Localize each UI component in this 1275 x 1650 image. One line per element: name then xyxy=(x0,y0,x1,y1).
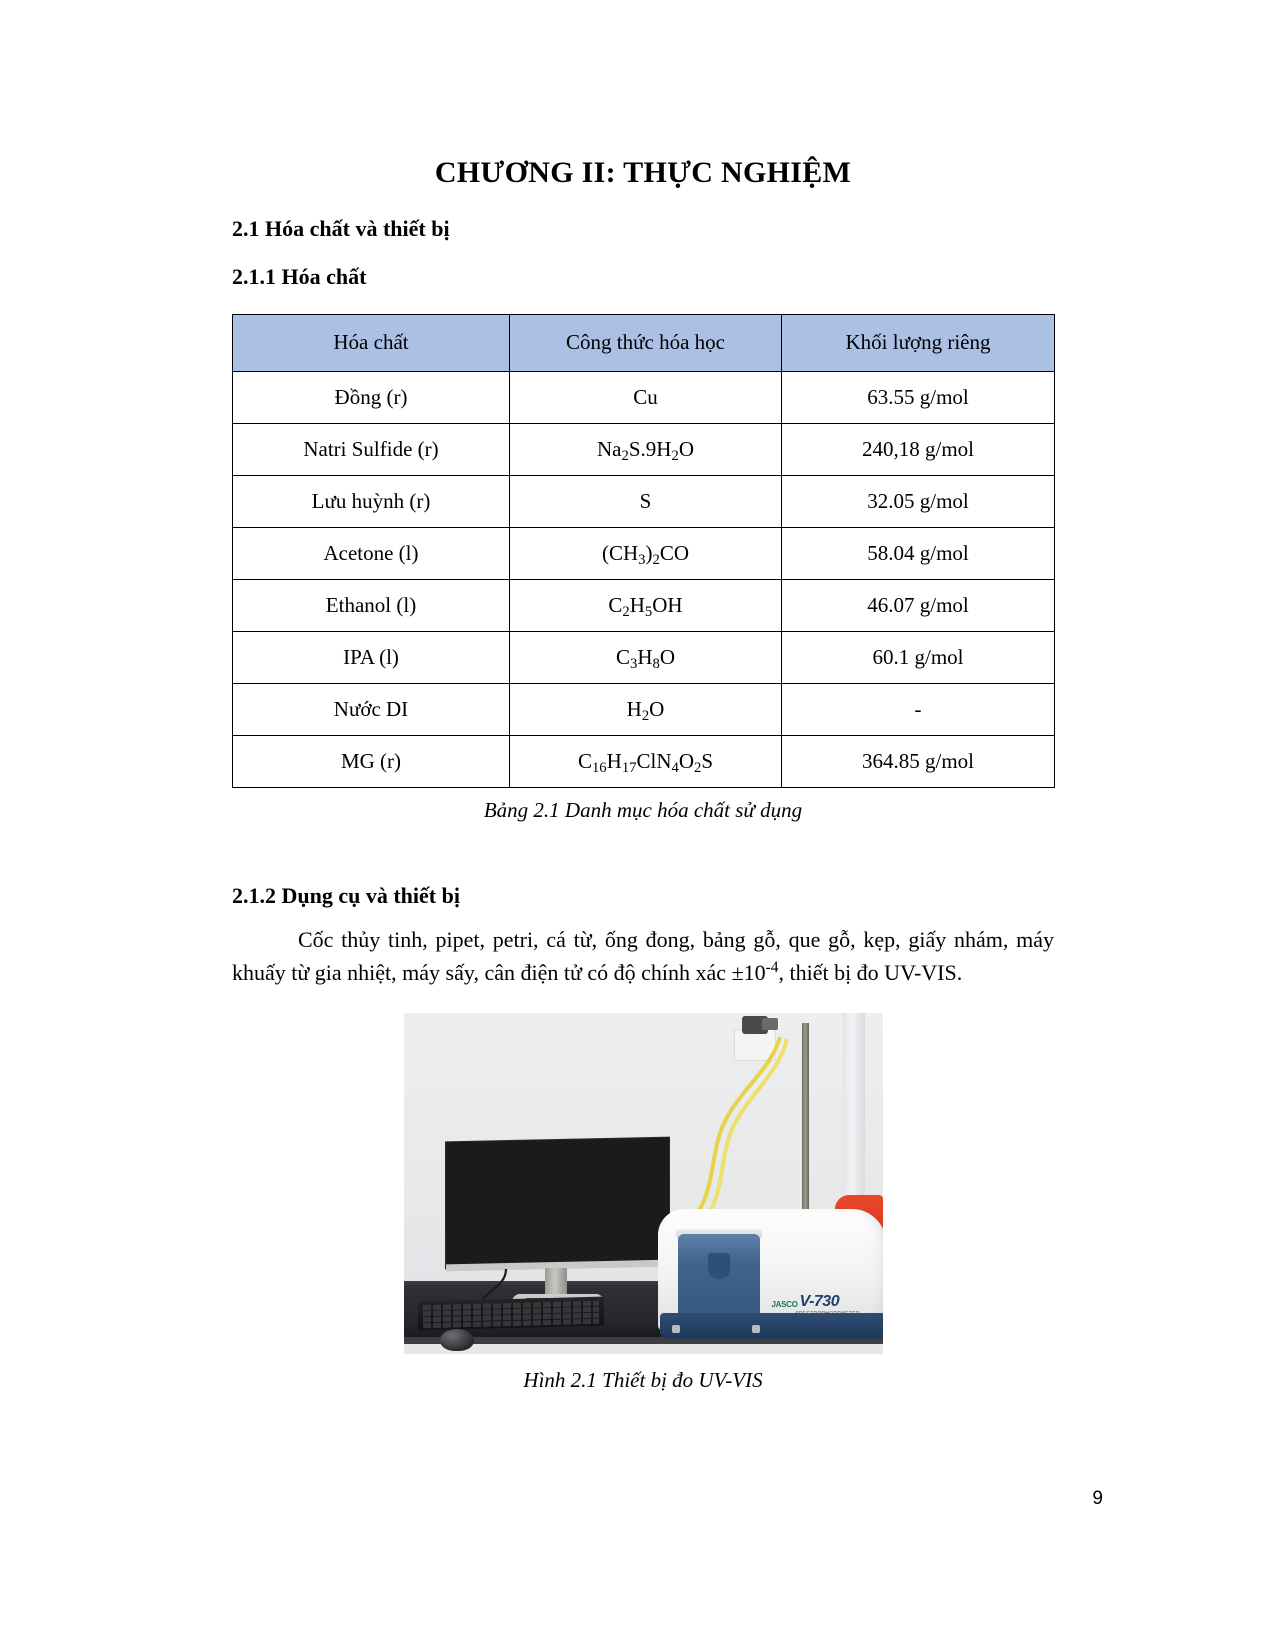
table-body xyxy=(233,371,1055,787)
cell-chemical-formula: $C_2H_5OH$ xyxy=(510,579,782,631)
column-header-name: Hóa chất xyxy=(233,314,510,371)
cell-molar-mass: 46.07 g/mol xyxy=(782,579,1055,631)
cell-chemical-name: Ethanol (l) xyxy=(233,579,510,631)
photo-lid-handle xyxy=(708,1253,730,1279)
table-caption: Bảng 2.1 Danh mục hóa chất sử dụng xyxy=(483,797,803,822)
photo-instrument-foot xyxy=(752,1325,760,1333)
table-row xyxy=(233,423,1055,475)
photo-monitor-screen xyxy=(446,1138,669,1269)
table-row xyxy=(233,735,1055,787)
cell-chemical-name: Lưu huỳnh (r) xyxy=(233,475,510,527)
photo-keyboard xyxy=(418,1297,604,1331)
photo-sample-compartment-lid xyxy=(678,1234,760,1325)
chemicals-table xyxy=(232,314,1055,788)
cell-chemical-formula: $(CH_3)_2CO$ xyxy=(510,527,782,579)
instrument-model-label: V-730 xyxy=(799,1293,840,1311)
cell-chemical-formula: S xyxy=(510,475,782,527)
table-row xyxy=(233,579,1055,631)
heading-2-1: 2.1 Hóa chất và thiết bị xyxy=(232,215,450,241)
cell-chemical-formula: $H_2O$ xyxy=(510,683,782,735)
photo-yellow-cable xyxy=(684,1033,794,1223)
photo-mouse xyxy=(440,1329,474,1351)
heading-2-1-1: 2.1.1 Hóa chất xyxy=(232,264,367,290)
precision-value: ±10 xyxy=(731,960,766,986)
photo-floor xyxy=(404,1344,883,1354)
figure-caption: Hình 2.1 Thiết bị đo UV-VIS xyxy=(523,1368,763,1393)
cell-molar-mass: 60.1 g/mol xyxy=(782,631,1055,683)
equipment-paragraph xyxy=(232,911,1054,990)
cell-chemical-name: MG (r) xyxy=(233,735,510,787)
cell-chemical-name: Nước DI xyxy=(233,683,510,735)
cell-chemical-name: Natri Sulfide (r) xyxy=(233,423,510,475)
cell-chemical-formula: $Na_2S.9H_2O$ xyxy=(510,423,782,475)
page-number: 9 xyxy=(1092,1488,1103,1509)
column-header-mass: Khối lượng riêng xyxy=(782,314,1055,371)
page-title: CHƯƠNG II: THỰC NGHIỆM xyxy=(434,156,852,189)
page-content xyxy=(232,0,1054,1393)
photo-wall-conduit xyxy=(802,1023,809,1218)
photo-wall-panel xyxy=(843,1013,865,1225)
cell-molar-mass: - xyxy=(782,683,1055,735)
table-row xyxy=(233,683,1055,735)
cell-molar-mass: 58.04 g/mol xyxy=(782,527,1055,579)
table-row xyxy=(233,631,1055,683)
heading-2-1-2: 2.1.2 Dụng cụ và thiết bị xyxy=(232,882,460,908)
cell-molar-mass: 32.05 g/mol xyxy=(782,475,1055,527)
cell-molar-mass: 63.55 g/mol xyxy=(782,371,1055,423)
cell-chemical-formula: $C_{16}H_{17}ClN_4O_2S$ xyxy=(510,735,782,787)
cell-molar-mass: 364.85 g/mol xyxy=(782,735,1055,787)
instrument-brand-label: JASCO xyxy=(771,1300,798,1310)
cell-molar-mass: 240,18 g/mol xyxy=(782,423,1055,475)
precision-exponent: -4 xyxy=(765,959,779,977)
figure-container xyxy=(232,989,1054,1354)
cell-chemical-name: Acetone (l) xyxy=(233,527,510,579)
cell-chemical-formula: Cu xyxy=(510,371,782,423)
column-header-formula: Công thức hóa học xyxy=(510,314,782,371)
instrument-type-label: SPECTROPHOTOMETER xyxy=(795,1311,860,1318)
table-row xyxy=(233,475,1055,527)
paragraph-text-part1: Cốc thủy tinh, pipet, petri, cá từ, ống đong, bảng gỗ, que gỗ, kẹp, giấy nhám, máy khuấy từ gia nhiệt, máy sấy, cân điện tử có độ chính xác xyxy=(232,926,1054,986)
cell-chemical-formula: $C_3H_8O$ xyxy=(510,631,782,683)
paragraph-text-part2: , thiết bị đo UV-VIS. xyxy=(778,960,963,986)
table-header-row xyxy=(233,314,1055,371)
uv-vis-photo xyxy=(404,1013,883,1354)
table-row xyxy=(233,371,1055,423)
cell-chemical-name: IPA (l) xyxy=(233,631,510,683)
table-row xyxy=(233,527,1055,579)
photo-plug-secondary xyxy=(762,1018,778,1030)
cell-chemical-name: Đồng (r) xyxy=(233,371,510,423)
photo-instrument-foot xyxy=(672,1325,680,1333)
